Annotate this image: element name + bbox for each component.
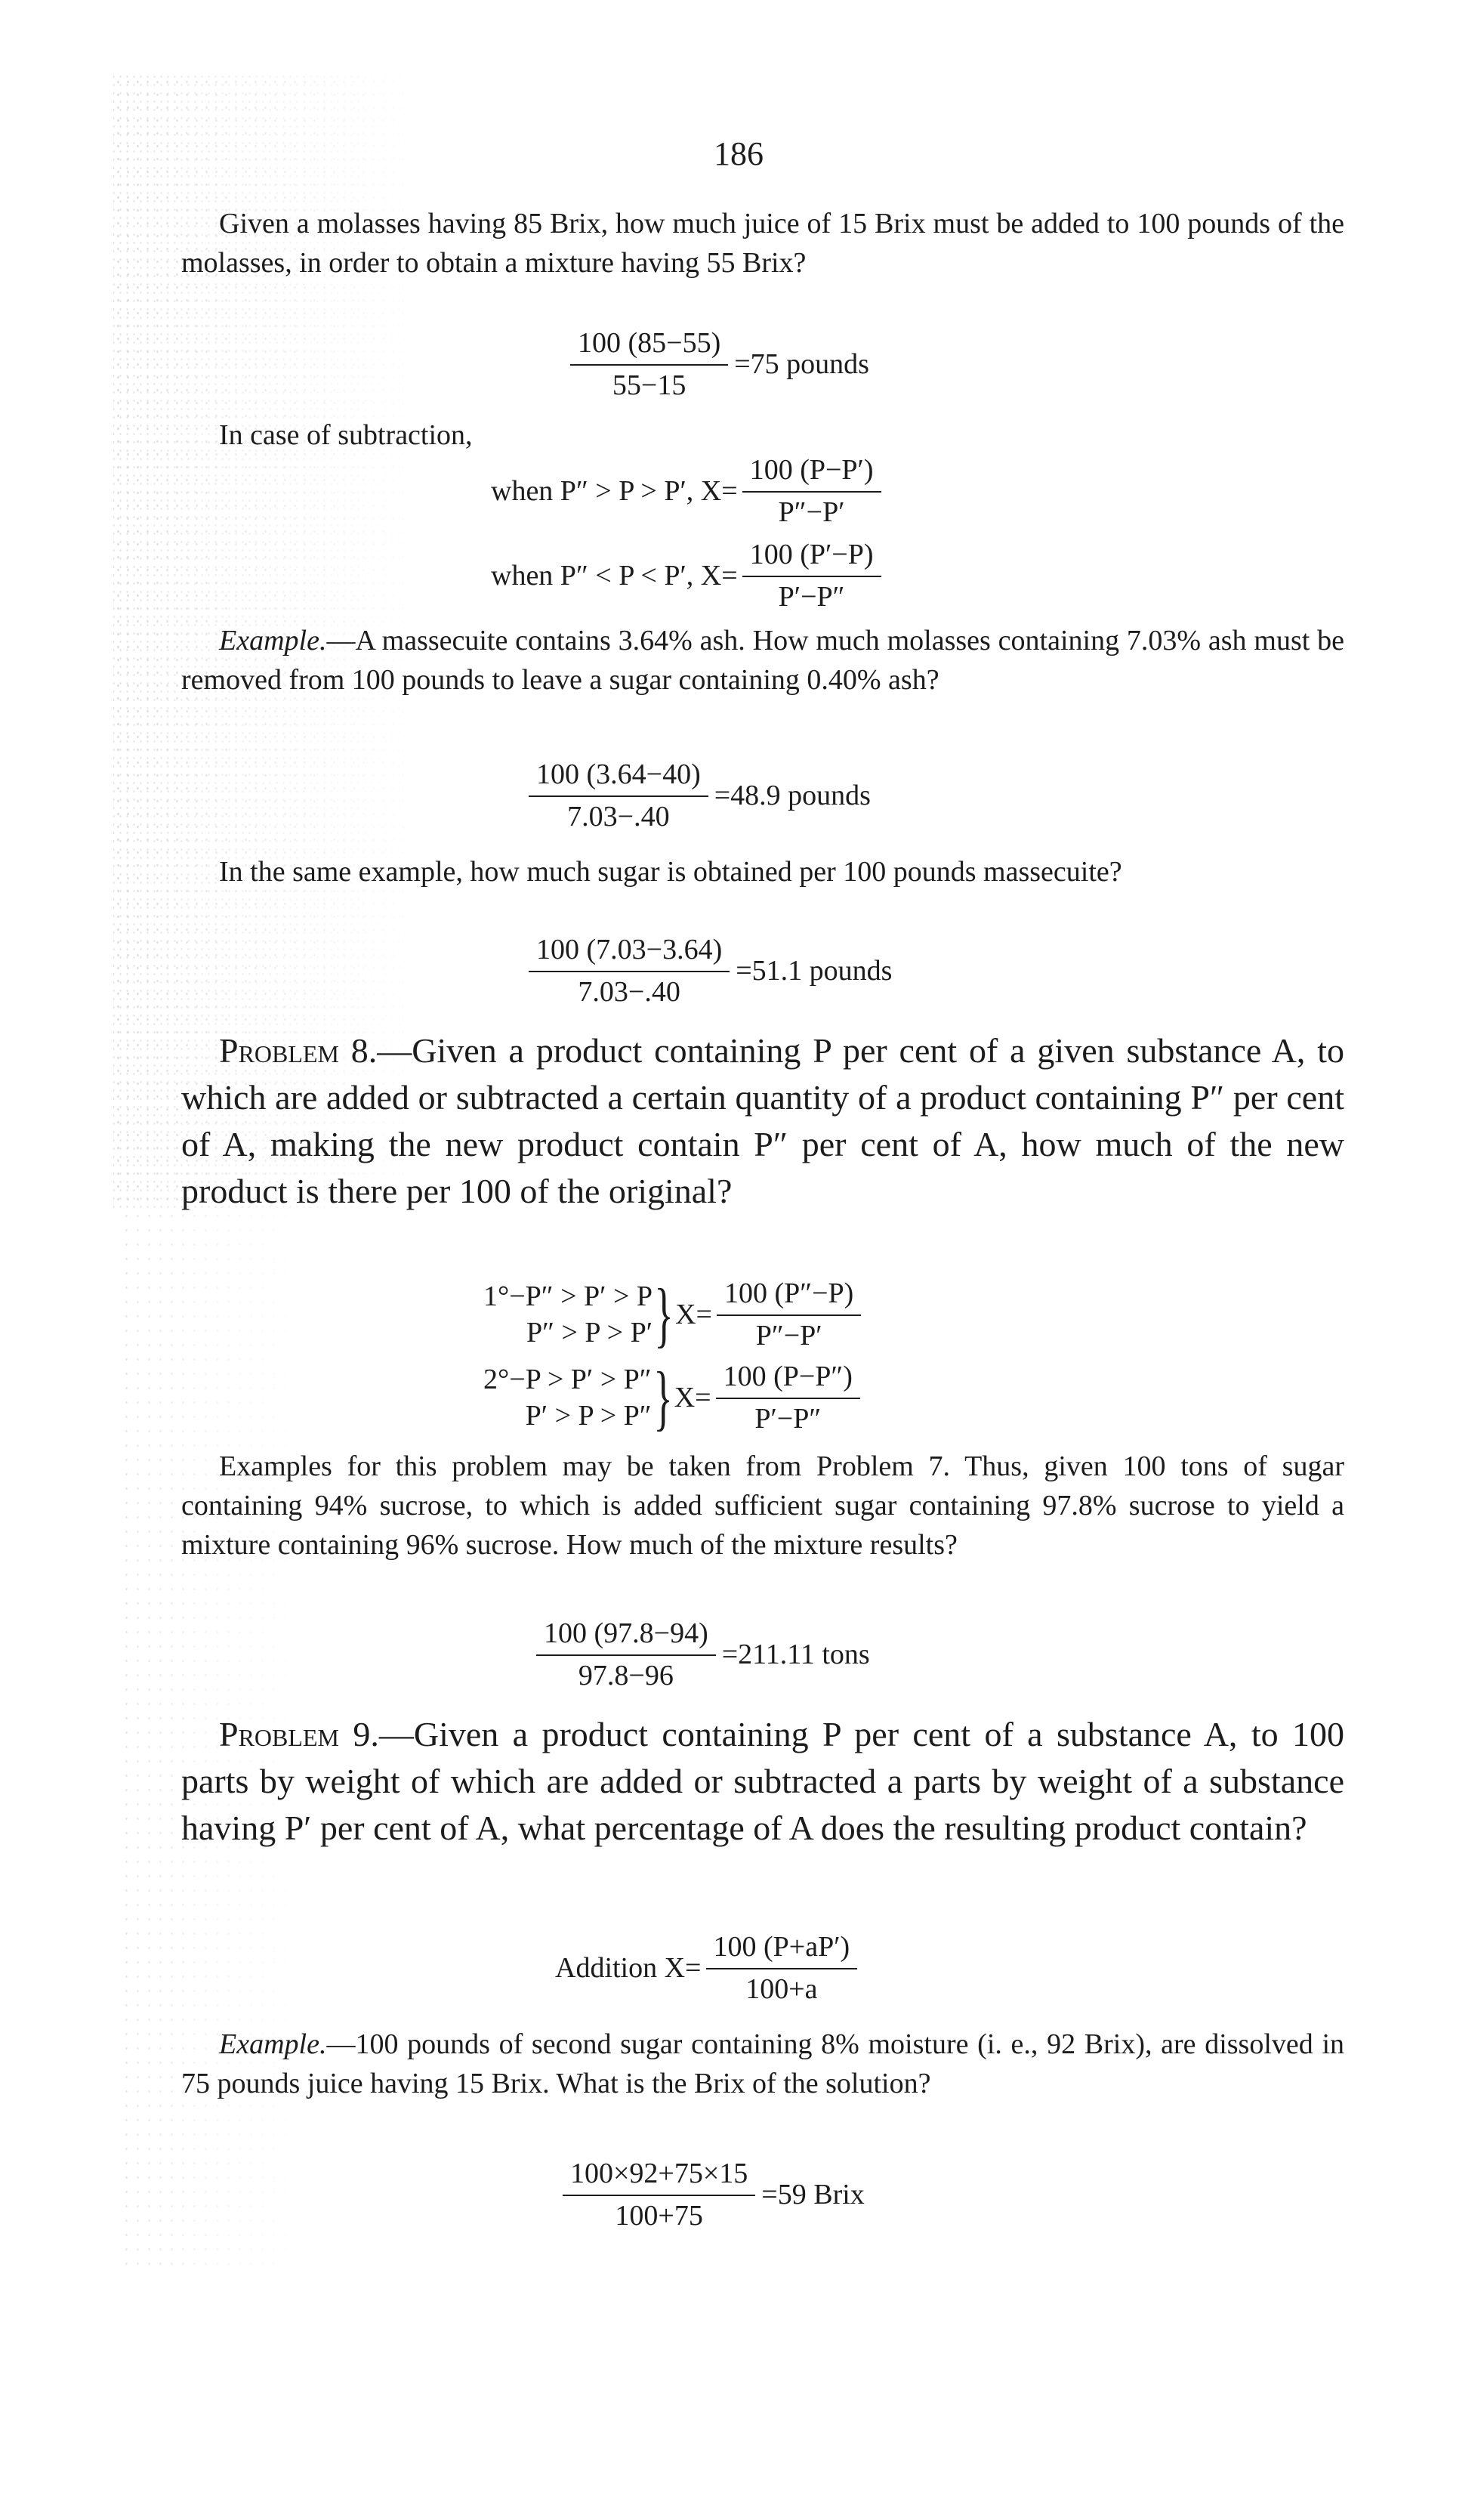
example-text: —100 pounds of second sugar containing 8% moisture (i. e., 92 Brix), are dissolved in 75 pounds juice having 15 Brix. What is the Brix of the solution?: [181, 2028, 1344, 2099]
result: =59 Brix: [761, 2179, 865, 2210]
problem-8-label: Problem 8.: [219, 1031, 378, 1070]
condition-line-1: 1°−P″ > P′ > P: [483, 1280, 653, 1312]
example-label: Example.: [219, 2028, 327, 2060]
formula-addition: [555, 1930, 857, 2006]
problem-9-text: —Given a product containing P per cent of a substance A, to 100 parts by weight of which are added or subtracted a parts by weight of a substance having P′ per cent of A, what percentage of A does the resulting product contain?: [181, 1715, 1344, 1847]
condition-line-1: 2°−P > P′ > P″: [483, 1364, 652, 1395]
fraction: [742, 453, 881, 529]
denominator: 97.8−96: [578, 1660, 674, 1691]
formula-brix-solution: [563, 2157, 865, 2232]
numerator: 100 (P−P″): [716, 1360, 860, 1399]
formula-problem-8-case-1: [483, 1274, 861, 1355]
fraction: [529, 758, 708, 833]
page-number: 186: [714, 135, 764, 172]
right-brace: }: [653, 1357, 673, 1438]
numerator: 100 (P+aP′): [706, 1930, 858, 1969]
formula-mixture-tons: [536, 1617, 870, 1692]
denominator: P″−P′: [755, 1320, 822, 1352]
numerator: 100 (3.64−40): [529, 758, 708, 797]
problem-8-text: —Given a product containing P per cent of a given substance A, to which are added or subtracted a certain quantity of a product containing P″ per cent of A, making the new product contain P″ per cent of A, how much of the new product is there per 100 of the original?: [181, 1031, 1344, 1210]
denominator: 55−15: [612, 369, 686, 401]
problem-9-label: Problem 9.: [219, 1715, 379, 1753]
paragraph-problem-9: [181, 1711, 1344, 1852]
formula-molasses-removed: [529, 758, 871, 833]
condition-line-2: P′ > P > P″: [525, 1400, 652, 1432]
denominator: 7.03−.40: [567, 801, 670, 833]
fraction: [536, 1617, 716, 1692]
denominator: 100+75: [615, 2200, 703, 2232]
numerator: 100 (P′−P): [742, 538, 881, 577]
denominator: 7.03−.40: [578, 976, 680, 1008]
denominator: P′−P″: [754, 1403, 822, 1435]
result: =75 pounds: [734, 348, 869, 380]
equals: X=: [675, 1299, 712, 1330]
paragraph-sugar-obtained: In the same example, how much sugar is obtained per 100 pounds massecuite?: [219, 856, 1122, 888]
numerator: 100×92+75×15: [563, 2157, 755, 2196]
result: =211.11 tons: [721, 1639, 870, 1670]
result: =51.1 pounds: [736, 955, 893, 987]
denominator: P′−P″: [778, 581, 845, 613]
paragraph-example-brix: [181, 2025, 1344, 2103]
numerator: 100 (P″−P): [717, 1277, 861, 1316]
condition-line-2: P″ > P > P′: [526, 1317, 653, 1348]
right-brace: }: [654, 1274, 674, 1355]
numerator: 100 (85−55): [570, 326, 728, 366]
conditions: [483, 1361, 652, 1434]
formula-brix-mixture: [570, 326, 869, 402]
example-label: Example.: [219, 625, 327, 656]
result: =48.9 pounds: [714, 780, 871, 811]
fraction: [570, 326, 728, 402]
paragraph-problem-8: [181, 1027, 1344, 1215]
denominator: 100+a: [745, 1973, 818, 2005]
paragraph-molasses-question: Given a molasses having 85 Brix, how much juice of 15 Brix must be added to 100 pounds of the molasses, in order to obtain a mixture having 55 Brix?: [181, 208, 1344, 279]
formula-subtraction-case-2: [491, 538, 881, 613]
example-text: —A massecuite contains 3.64% ash. How much molasses containing 7.03% ash must be removed from 100 pounds to leave a sugar containing 0.40% ash?: [181, 625, 1344, 696]
formula-subtraction-case-1: [491, 453, 881, 529]
fraction: [706, 1930, 858, 2006]
fraction: [529, 933, 730, 1009]
numerator: 100 (97.8−94): [536, 1617, 716, 1656]
condition: Addition X=: [555, 1952, 702, 1984]
numerator: 100 (P−P′): [742, 453, 881, 493]
condition: when P″ > P > P′, X=: [491, 475, 738, 507]
paragraph-subtraction-intro: In case of subtraction,: [219, 419, 473, 451]
paragraph-problem-8-example: Examples for this problem may be taken from Problem 7. Thus, given 100 tons of sugar containing 94% sucrose, to which is added sufficient sugar containing 97.8% sucrose to yield a mixture containing 96% sucrose. How much of the mixture results?: [181, 1450, 1344, 1561]
equals: X=: [674, 1382, 711, 1413]
conditions: [483, 1278, 653, 1351]
numerator: 100 (7.03−3.64): [529, 933, 730, 972]
fraction: [717, 1277, 861, 1352]
condition: when P″ < P < P′, X=: [491, 560, 738, 592]
formula-problem-8-case-2: [483, 1357, 860, 1438]
fraction: [742, 538, 881, 613]
paragraph-example-massecuite: [181, 621, 1344, 700]
formula-sugar-obtained: [529, 933, 892, 1009]
fraction: [563, 2157, 755, 2232]
fraction: [716, 1360, 860, 1435]
denominator: P″−P′: [778, 496, 845, 528]
